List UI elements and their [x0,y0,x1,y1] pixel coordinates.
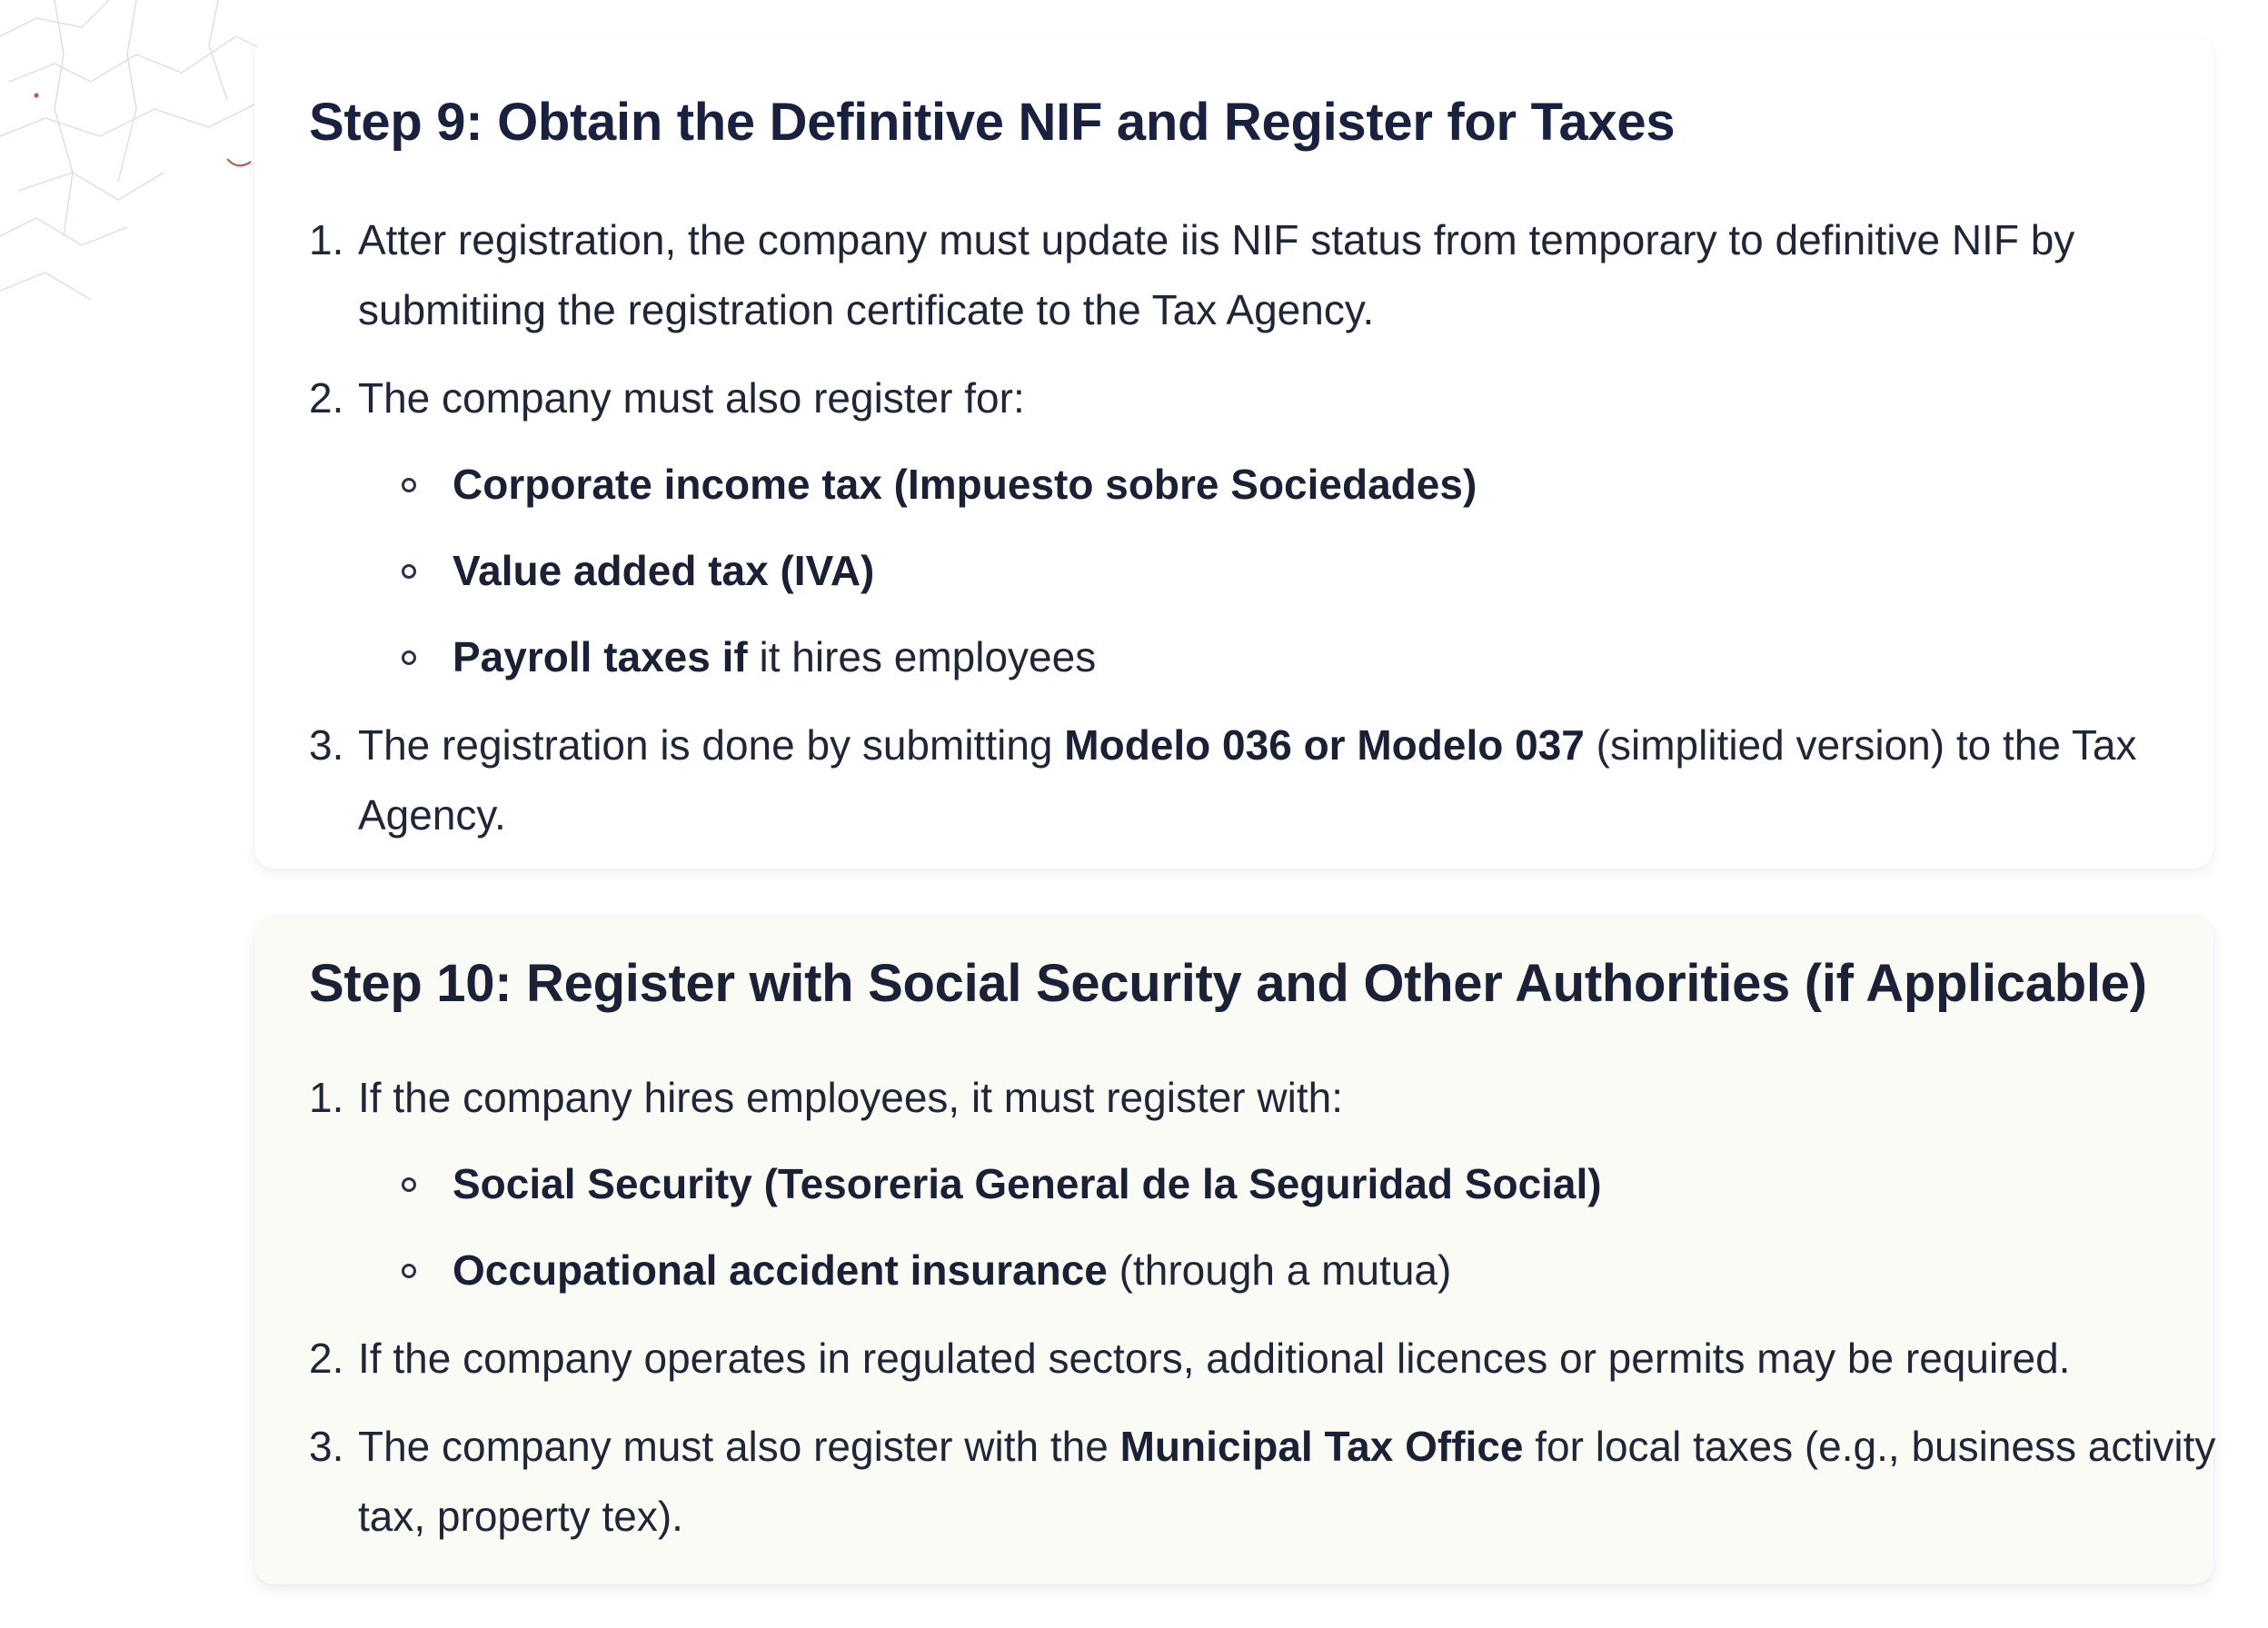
list-item-text: for local taxes (e.g., business activity tax, property tex). [358,1423,2216,1540]
list-item [309,710,2226,850]
circle-bullet-icon [402,650,416,665]
list-number: 2. [309,374,344,422]
sub-list-item [358,536,2226,606]
list-item-text: The registration is done by submitting [358,721,1065,769]
circle-bullet-icon [402,1177,416,1192]
sub-item-bold: Occupational accident insurance [453,1246,1108,1294]
circle-bullet-icon [402,478,416,492]
list-item-text: If the company operates in regulated sectors, additional licences or permits may be required. [358,1335,2071,1382]
list-item [309,1324,2226,1394]
circle-bullet-icon [402,564,416,579]
sub-item-bold: Value added tax (IVA) [453,547,875,594]
sub-list [358,450,2226,692]
step-10-list [309,1063,2226,1570]
list-item-text: The company must also register with the [358,1423,1120,1470]
list-item [309,1063,2226,1305]
list-number: 1. [309,216,344,263]
list-item-text: (simplitied version) to the Tax Agency. [358,721,2137,839]
sub-item-text: (through a mutua) [1107,1246,1452,1294]
circle-bullet-icon [402,1264,416,1278]
sub-list-item [358,1236,2226,1305]
sub-list [358,1149,2226,1305]
sub-list-item [358,450,2226,520]
list-number: 3. [309,721,344,769]
step-9-title: Step 9: Obtain the Definitive NIF and Register for Taxes [309,93,1676,152]
sub-item-bold: Payroll taxes if [453,633,748,680]
list-item-text: Atter registration, the company must update iis NIF status from temporary to definitive NIF by submitiing the registration certificate to the Tax Agency. [358,216,2075,333]
list-item-bold: Municipal Tax Office [1119,1423,1524,1470]
sub-item-bold: Corporate income tax (Impuesto sobre Sociedades) [453,461,1477,508]
sub-list-item [358,622,2226,692]
step-9-list [309,205,2226,869]
sub-item-bold: Social Security (Tesoreria General de la Seguridad Social) [453,1160,1602,1207]
sub-item-text: it hires employees [747,633,1097,680]
list-item-bold: Modelo 036 or Modelo 037 [1064,721,1585,769]
list-item [309,363,2226,692]
list-number: 1. [309,1074,344,1121]
step-10-title: Step 10: Register with Social Security and Other Authorities (if Applicable) [309,954,2147,1013]
list-item-text: The company must also register for: [358,374,1025,422]
list-item [309,205,2226,345]
list-number: 2. [309,1335,344,1382]
list-item-text: If the company hires employees, it must register with: [358,1074,1343,1121]
sub-list-item [358,1149,2226,1219]
list-item [309,1412,2226,1552]
list-number: 3. [309,1423,344,1470]
